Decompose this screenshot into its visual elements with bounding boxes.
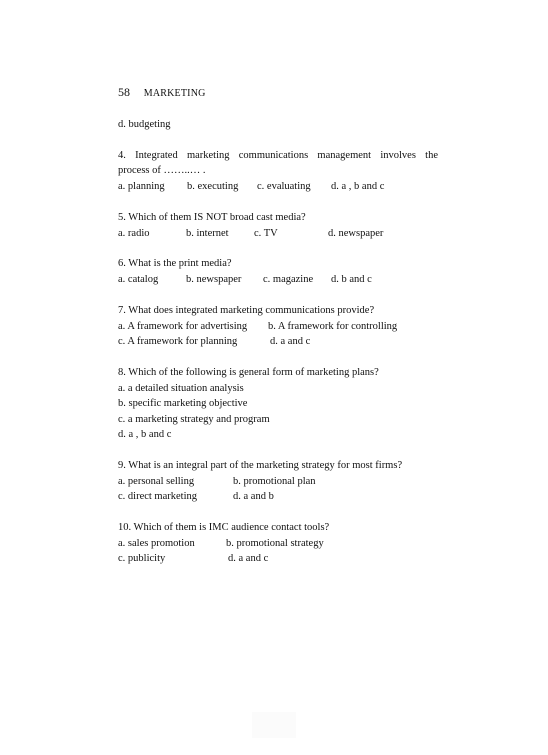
question-4-option-c: c. evaluating <box>257 181 311 192</box>
question-10-option-d: d. a and c <box>228 553 269 564</box>
question-4-option-a: a. planning <box>118 181 165 192</box>
question-9-option-a: a. personal selling <box>118 476 195 487</box>
page-header <box>118 85 206 100</box>
question-7-option-c: c. A framework for planning <box>118 336 238 347</box>
faint-footer-mark <box>252 712 296 738</box>
question-10: 10. Which of them is IMC audience contact tools? <box>118 522 330 533</box>
question-6: 6. What is the print media? <box>118 258 232 269</box>
question-4-option-d: d. a , b and c <box>331 181 385 192</box>
question-7-option-b: b. A framework for controlling <box>268 321 398 332</box>
question-9: 9. What is an integral part of the marketing strategy for most firms? <box>118 460 403 471</box>
question-5-option-a: a. radio <box>118 228 150 239</box>
question-6-option-b: b. newspaper <box>186 274 242 285</box>
question-8-option-c: c. a marketing strategy and program <box>118 414 270 425</box>
question-7-option-a: a. A framework for advertising <box>118 321 248 332</box>
question-5-option-d: d. newspaper <box>328 228 384 239</box>
question-4-option-b: b. executing <box>187 181 239 192</box>
question-9-option-c: c. direct marketing <box>118 491 198 502</box>
question-7-option-d: d. a and c <box>270 336 311 347</box>
question-6-option-d: d. b and c <box>331 274 372 285</box>
question-7: 7. What does integrated marketing communications provide? <box>118 305 375 316</box>
question-6-option-a: a. catalog <box>118 274 159 285</box>
question-4-line-1: 4. Integrated marketing communications management involves the <box>118 150 438 161</box>
question-8-option-b: b. specific marketing objective <box>118 398 248 409</box>
previous-answer: d. budgeting <box>118 119 171 130</box>
page-number: 58 <box>118 85 130 99</box>
question-10-option-c: c. publicity <box>118 553 166 564</box>
question-6-option-c: c. magazine <box>263 274 314 285</box>
question-9-option-d: d. a and b <box>233 491 274 502</box>
question-5: 5. Which of them IS NOT broad cast media? <box>118 212 306 223</box>
question-8-option-d: d. a , b and c <box>118 429 172 440</box>
question-5-option-c: c. TV <box>254 228 278 239</box>
question-8-option-a: a. a detailed situation analysis <box>118 383 244 394</box>
running-title: MARKETING <box>143 88 206 99</box>
question-10-option-a: a. sales promotion <box>118 538 195 549</box>
question-5-option-b: b. internet <box>186 228 229 239</box>
question-10-option-b: b. promotional strategy <box>226 538 324 549</box>
question-8: 8. Which of the following is general form of marketing plans? <box>118 367 379 378</box>
question-9-option-b: b. promotional plan <box>233 476 316 487</box>
question-4-line-2: process of ……..… . <box>118 165 206 176</box>
